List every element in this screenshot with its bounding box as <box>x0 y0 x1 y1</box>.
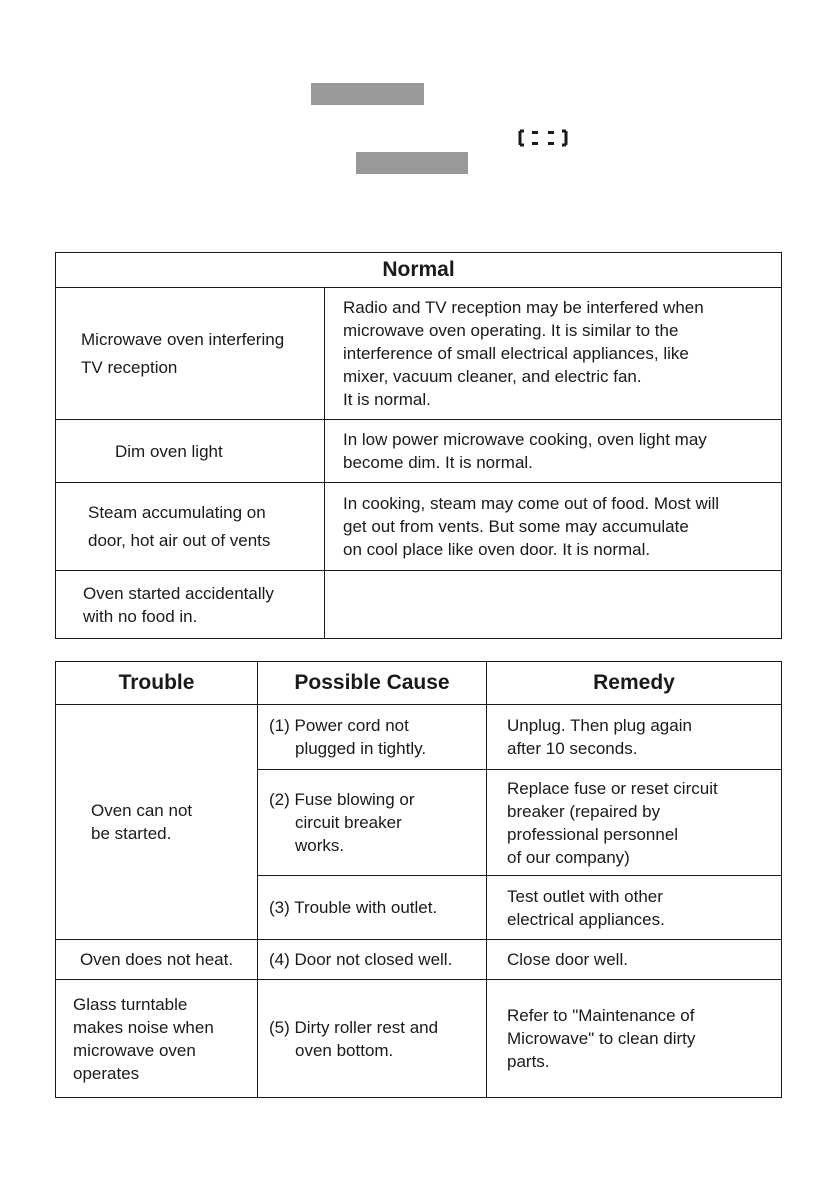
cause-text: (5) Dirty roller rest and <box>269 1017 439 1037</box>
normal-header-text: Normal <box>382 258 455 281</box>
cause-text: works. <box>295 836 345 855</box>
redacted-text-block-1 <box>311 83 424 105</box>
remedy-text: of our company) <box>507 847 630 867</box>
cause-cell <box>258 980 487 1098</box>
remedy-cell <box>487 940 782 980</box>
explanation-cell <box>325 483 782 571</box>
cause-header <box>258 662 487 705</box>
symptom-cell <box>56 420 325 483</box>
cause-header-text: Possible Cause <box>294 671 450 694</box>
explanation-cell <box>325 571 782 639</box>
remedy-text: professional personnel <box>507 824 679 844</box>
table-row <box>56 420 782 483</box>
table-row <box>56 940 782 980</box>
symptom-text: Steam accumulating on <box>88 502 266 522</box>
explanation-text: In low power microwave cooking, oven light may <box>343 430 707 449</box>
trouble-text: be started. <box>91 824 172 843</box>
table-row <box>56 980 782 1098</box>
remedy-text: Replace fuse or reset circuit <box>507 778 718 798</box>
trouble-text: Glass turntable <box>73 994 188 1014</box>
explanation-cell <box>325 288 782 420</box>
remedy-text: electrical appliances. <box>507 909 665 929</box>
table-row <box>56 288 782 420</box>
cause-cell <box>258 876 487 940</box>
cause-text: circuit breaker <box>295 813 402 832</box>
symptom-text: with no food in. <box>83 606 198 626</box>
remedy-header-text: Remedy <box>593 671 675 694</box>
table-row <box>56 571 782 639</box>
redacted-text-block-2 <box>356 152 468 174</box>
trouble-text: Oven does not heat. <box>79 950 234 969</box>
table-row <box>56 705 782 770</box>
symptom-text: Microwave oven interfering <box>81 329 285 349</box>
explanation-text: on cool place like oven door. It is normal. <box>343 540 651 559</box>
remedy-text: parts. <box>507 1052 550 1071</box>
remedy-cell <box>487 705 782 770</box>
explanation-text: mixer, vacuum cleaner, and electric fan. <box>343 367 642 386</box>
normal-table-header <box>56 253 782 288</box>
cause-text: plugged in tightly. <box>295 739 427 758</box>
trouble-text: operates <box>73 1063 140 1083</box>
remedy-cell <box>487 770 782 876</box>
remedy-text: Close door well. <box>507 950 628 969</box>
symptom-text: TV reception <box>81 357 178 377</box>
trouble-cell <box>56 940 258 980</box>
explanation-text: become dim. It is normal. <box>343 453 533 472</box>
cause-text: (1) Power cord not <box>269 716 409 735</box>
explanation-cell <box>325 420 782 483</box>
trouble-table <box>55 661 782 1098</box>
cause-cell <box>258 940 487 980</box>
normal-table <box>55 252 782 639</box>
remedy-text: Unplug. Then plug again <box>507 716 692 735</box>
remedy-header <box>487 662 782 705</box>
trouble-text: microwave oven <box>73 1040 196 1060</box>
trouble-cell <box>56 705 258 940</box>
trouble-header-text: Trouble <box>118 671 195 694</box>
cause-text: (3) Trouble with outlet. <box>269 898 438 917</box>
remedy-text: breaker (repaired by <box>507 801 661 821</box>
cause-text: (4) Door not closed well. <box>269 950 453 969</box>
symptom-cell <box>56 571 325 639</box>
trouble-header <box>56 662 258 705</box>
cause-cell <box>258 770 487 876</box>
symptom-cell <box>56 483 325 571</box>
remedy-text: Refer to "Maintenance of <box>507 1006 695 1025</box>
explanation-text: microwave oven operating. It is similar to the <box>343 321 679 340</box>
dashed-display-icon <box>515 128 571 148</box>
trouble-text: Oven can not <box>91 801 193 820</box>
explanation-text: interference of small electrical appliances, like <box>343 344 689 363</box>
cause-cell <box>258 705 487 770</box>
symptom-text: Oven started accidentally <box>83 583 274 603</box>
explanation-text: It is normal. <box>343 390 431 409</box>
remedy-text: Test outlet with other <box>507 886 663 906</box>
remedy-text: after 10 seconds. <box>507 739 638 758</box>
explanation-text: get out from vents. But some may accumulate <box>343 517 689 536</box>
trouble-text: makes noise when <box>73 1017 214 1037</box>
cause-text: oven bottom. <box>295 1040 394 1060</box>
remedy-cell <box>487 980 782 1098</box>
remedy-cell <box>487 876 782 940</box>
symptom-cell <box>56 288 325 420</box>
remedy-text: Microwave" to clean dirty <box>507 1029 696 1048</box>
table-row <box>56 483 782 571</box>
symptom-text: door, hot air out of vents <box>88 530 271 550</box>
explanation-text: In cooking, steam may come out of food. Most will <box>343 494 720 513</box>
symptom-text: Dim oven light <box>115 441 223 461</box>
explanation-text: Radio and TV reception may be interfered when <box>343 298 704 317</box>
trouble-cell <box>56 980 258 1098</box>
cause-text: (2) Fuse blowing or <box>269 790 415 809</box>
